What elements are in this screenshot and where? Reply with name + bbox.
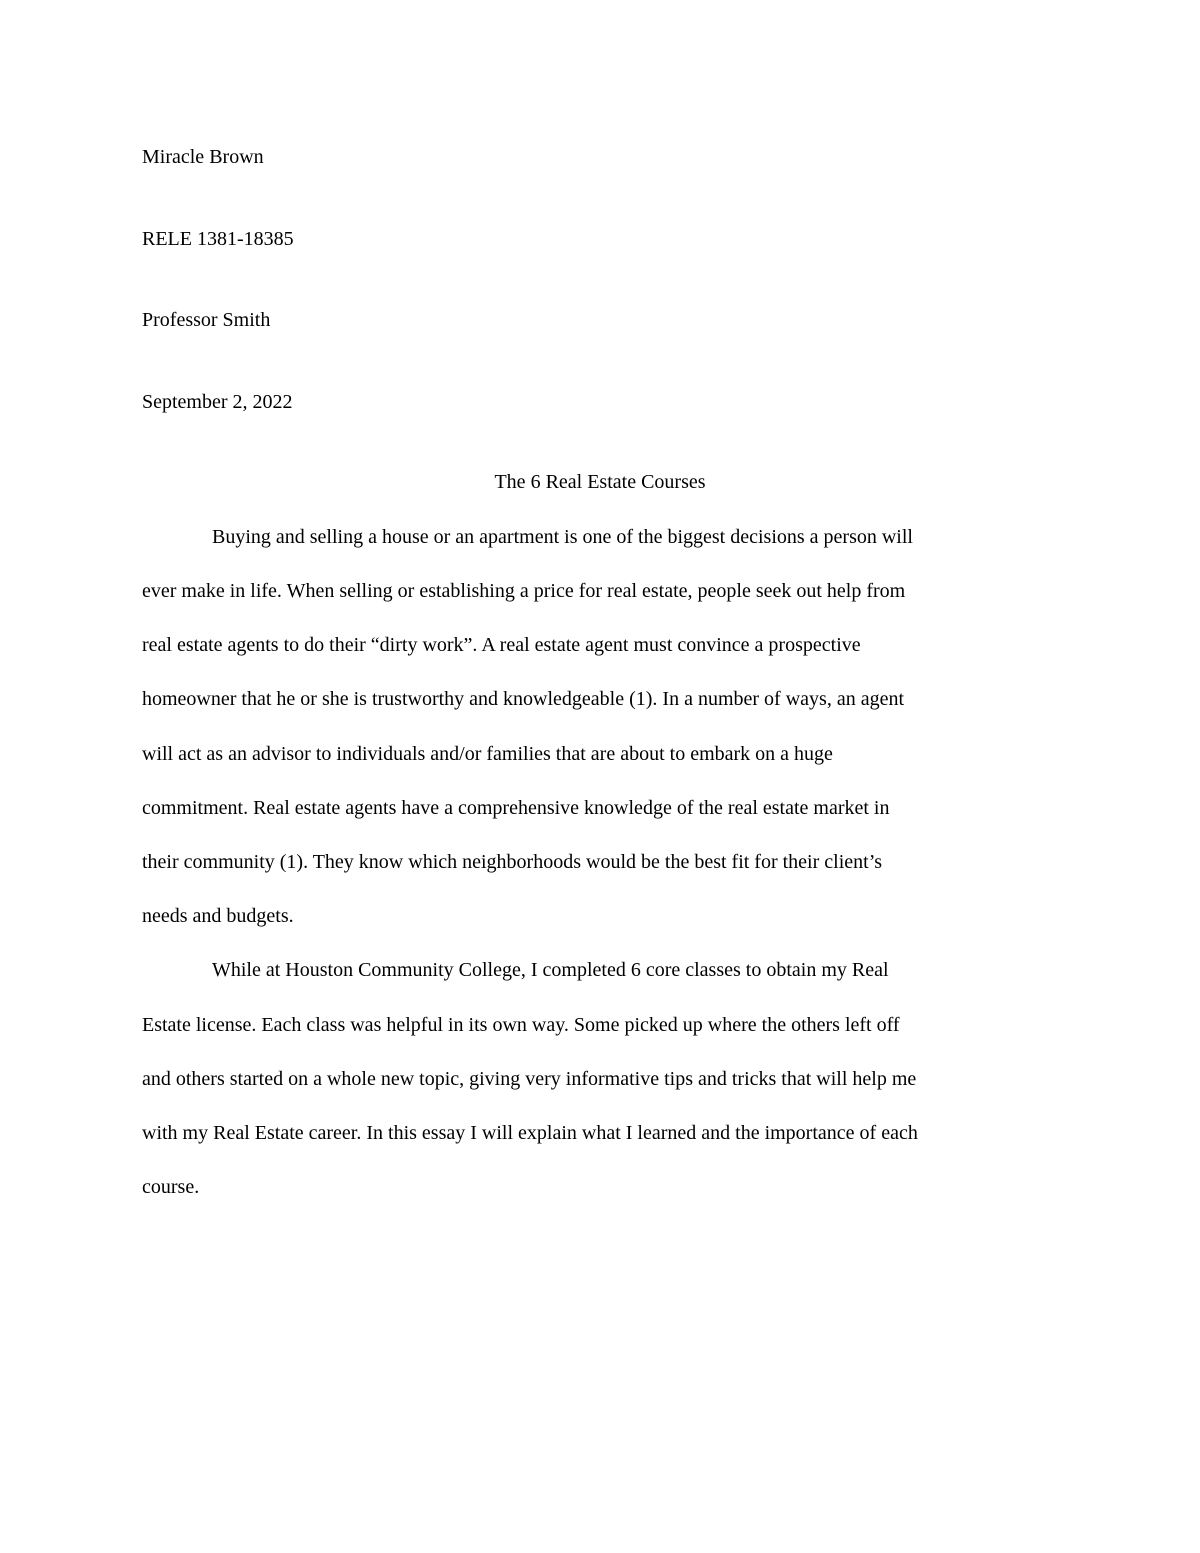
paragraph-line: homeowner that he or she is trustworthy and knowledgeable (1). In a number of ways, an agent xyxy=(142,688,905,710)
course-code: RELE 1381-18385 xyxy=(142,228,294,250)
paragraph-line: needs and budgets. xyxy=(142,905,294,927)
paragraph-line: ever make in life. When selling or establishing a price for real estate, people seek out help from xyxy=(142,580,906,602)
essay-date: September 2, 2022 xyxy=(142,391,293,413)
paragraph-line: While at Houston Community College, I completed 6 core classes to obtain my Real xyxy=(212,959,889,981)
paragraph-line: Estate license. Each class was helpful in its own way. Some picked up where the others left off xyxy=(142,1014,900,1036)
paragraph-line: their community (1). They know which neighborhoods would be the best fit for their client’s xyxy=(142,851,883,873)
author-name: Miracle Brown xyxy=(142,146,264,168)
paragraph-line: commitment. Real estate agents have a comprehensive knowledge of the real estate market in xyxy=(142,797,890,819)
paragraph-line: real estate agents to do their “dirty work”. A real estate agent must convince a prospective xyxy=(142,634,861,656)
paragraph-line: will act as an advisor to individuals and/or families that are about to embark on a huge xyxy=(142,743,833,765)
paragraph-line: course. xyxy=(142,1176,200,1198)
paragraph-line: with my Real Estate career. In this essay I will explain what I learned and the importance of each xyxy=(142,1122,918,1144)
professor-name: Professor Smith xyxy=(142,309,271,331)
paragraph-line: Buying and selling a house or an apartment is one of the biggest decisions a person will xyxy=(212,526,913,548)
paragraph-line: and others started on a whole new topic, giving very informative tips and tricks that will help me xyxy=(142,1068,917,1090)
essay-title: The 6 Real Estate Courses xyxy=(494,471,706,493)
